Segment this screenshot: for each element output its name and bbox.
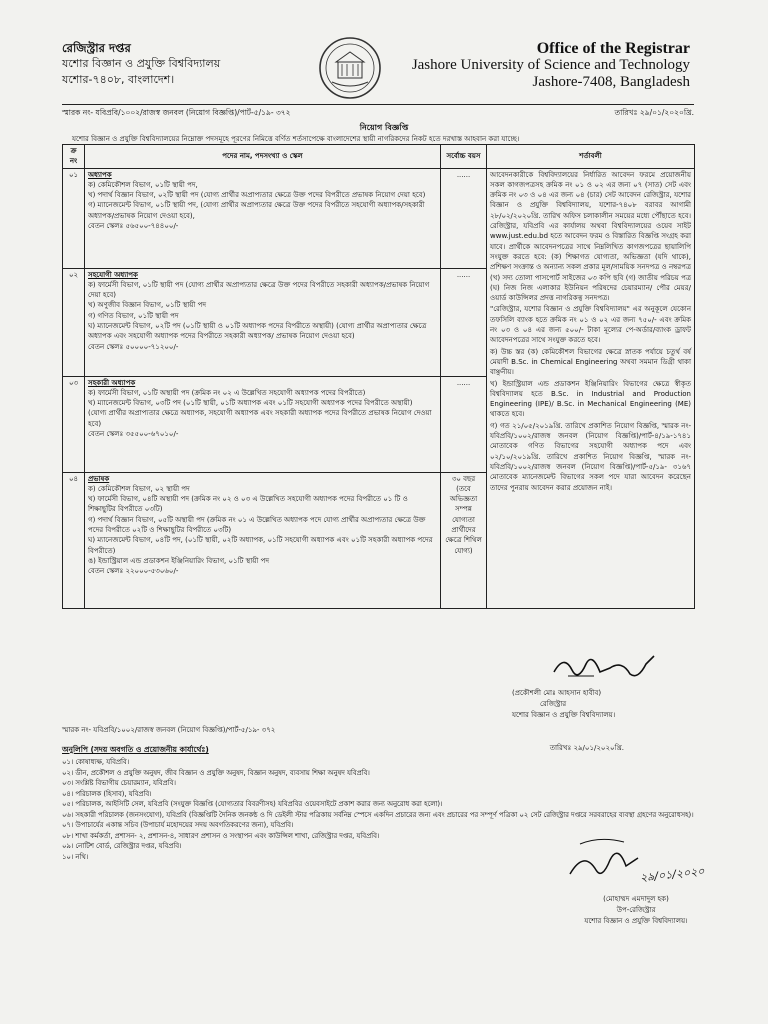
copy-heading: অনুলিপি (সদয় অবগতি ও প্রয়োজনীয় কার্যার্থেঃ) <box>62 745 209 754</box>
deputy-registrar-title: উপ-রেজিস্ট্রার <box>616 906 656 914</box>
post-line: (যোগ্য প্রার্থীর অপ্রাপ্যতার ক্ষেত্রে অধ্যাপক, সহযোগী অধ্যাপক এবং সহকারী অধ্যাপক পদের বিপরীতে প্রভাষক নিয়োগ দেওয়া হবে) <box>88 409 432 428</box>
registrar-name: (প্রকৌশলী মোঃ আহসান হাবীব) <box>512 689 602 697</box>
row-age: ...... <box>441 376 487 472</box>
registrar-title: রেজিস্ট্রার <box>540 700 567 708</box>
post-salary: বেতন স্কেলঃ ৫৬৫০০-৭৪৪০০/- <box>88 222 179 231</box>
post-line: গ) গণিত বিভাগ, ০১টি স্থায়ী পদ <box>88 311 179 320</box>
header-en-address: Jashore-7408, Bangladesh <box>532 74 690 90</box>
post-salary: বেতন স্কেলঃ ৩৫৫০০-৬৭০১০/- <box>88 430 179 439</box>
post-line: গ) ম্যানেজমেন্ট বিভাগ, ০১টি স্থায়ী পদ, (যোগ্য প্রার্থীর অপ্রাপ্যতার ক্ষেত্রে উক্ত পদের বিপরীতে সহযোগী অধ্যাপক/সহকারী অধ্যাপক/প্রভাষক নিয়োগ দেওয়া হবে), <box>88 201 425 220</box>
header-english <box>412 40 690 91</box>
list-item: ০৩। সংশ্লিষ্ট বিভাগীয় চেয়ারম্যান, যবিপ্রবি। <box>62 779 176 787</box>
bottom-memo-date: তারিখঃ ২৯/০১/২০২০খ্রি. <box>549 744 624 752</box>
row-serial: ০৪ <box>63 472 85 608</box>
header-post: পদের নাম, পদসংখ্যা ও স্কেল <box>85 145 441 169</box>
bottom-memo-ref: স্মারক নং- যবিপ্রবি/১০০২/রাজস্ব জনবল (নিয়োগ বিজ্ঞপ্তি)/পার্ট-৫/১৯- ৩৭২ <box>62 726 276 734</box>
row-post <box>85 472 441 608</box>
row-post <box>85 376 441 472</box>
table-header-row <box>63 145 695 169</box>
row-age: ...... <box>441 168 487 268</box>
header-en-university: Jashore University of Science and Technology <box>411 57 690 73</box>
list-item: ০৫। পরিচালক, আইসিটি সেল, যবিপ্রবি (সংযুক্ত বিজ্ঞপ্তি (যোগ্যতার বিবরণীসহ) যবিপ্রবির ওয়েবসাইটে প্রকাশ করার জন্য অনুরোধ করা হলো)। <box>62 800 443 808</box>
condition-paragraph: গ) গত ২১/০৫/২০১৯খ্রি. তারিখে প্রকাশিত নিয়োগ বিজ্ঞপ্তি, স্মারক নং- যবিপ্রবি/১০০২/রাজস্ব জনবল (নিয়োগ বিজ্ঞপ্তি)/পার্ট-৪/১৯-১৭৪১ মোতাবেক গণিত বিভাগের সহযোগী অধ্যাপক পদে এবং ০২/১০/২০১৯খ্রি. তারিখে প্রকাশিত নিয়োগ বিজ্ঞপ্তি, স্মারক নং- যবিপ্রবি/১০০২/রাজস্ব জনবল (নিয়োগ বিজ্ঞপ্তি)/পার্ট-৫/১৯- ৩১৬৭ মোতাবেক ম্যানেজমেন্ট বিভাগের সকল পদে যারা আবেদন করেছেন তাদের পুনরায় আবেদন করার প্রয়োজন নাই। <box>490 421 691 492</box>
list-item: ১০। নথি। <box>62 852 89 861</box>
condition-paragraph: খ) ইন্ডাস্ট্রিয়াল এন্ড প্রডাকশন ইঞ্জিনিয়ারিং বিভাগের ক্ষেত্রে স্বীকৃত বিশ্ববিদ্যালয় হতে B.Sc. in Industrial and Production Engineering (IPE)/ B.Sc. in Mechanical Engineering (ME) থাকতে হবে। <box>490 379 691 419</box>
header-bn-address: যশোর-৭৪০৮, বাংলাদেশ। <box>62 73 175 86</box>
deputy-registrar-signature-icon <box>540 830 710 894</box>
post-salary: বেতন স্কেলঃ ২২০০০-৫৩০৬০/- <box>88 567 179 576</box>
notice-title: নিয়োগ বিজ্ঞপ্তি <box>359 123 409 132</box>
memo-ref: স্মারক নং- যবিপ্রবি/১০০২/রাজস্ব জনবল (নিয়োগ বিজ্ঞপ্তি)/পার্ট-৫/১৯- ৩৭২ <box>62 108 291 117</box>
header-age: সর্বোচ্চ বয়স <box>441 145 487 169</box>
header-serial: ক্র নং <box>63 145 85 169</box>
posts-table <box>62 144 695 609</box>
post-title: অধ্যাপক <box>88 170 112 179</box>
row-serial: ০৩ <box>63 376 85 472</box>
registrar-signature-block <box>512 688 702 721</box>
post-title: প্রভাষক <box>88 474 110 483</box>
post-line: ক) কেমিকৌশল বিভাগ, ০১টি স্থায়ী পদ, <box>88 180 198 189</box>
registrar-org: যশোর বিজ্ঞান ও প্রযুক্তি বিশ্ববিদ্যালয়। <box>512 711 616 719</box>
post-line: গ) পদার্থ বিজ্ঞান বিভাগ, ০৫টি অস্থায়ী পদ (ক্রমিক নং ০১ এ উল্লেখিত অধ্যাপক পদে যোগ্য প্রার্থীর অপ্রাপ্যতার ক্ষেত্রে উক্ত পদের বিপরীতে ০২টি ও শিক্ষাছুটির বিপরীতে ০৩টি) <box>88 515 426 535</box>
memo-line <box>62 104 694 120</box>
condition-paragraph: ক) উচ্চ স্তর (ক) কেমিকৌশল বিভাগের ক্ষেত্রে স্নাতক পর্যায়ে চতুর্থ বর্ষ মেয়াদী B.Sc. in Chemical Engineering অথবা সমমান ডিগ্রী থাকা বাঞ্ছনীয়। <box>490 347 691 377</box>
deputy-registrar-name: (মোহাম্মদ এমদাদুল হক) <box>603 895 669 903</box>
row-serial: ০১ <box>63 168 85 268</box>
post-line: ঙ) ইন্ডাস্ট্রিয়াল এন্ড প্রডাকশন ইঞ্জিনিয়ারিং বিভাগ, ০১টি স্থায়ী পদ <box>88 556 270 565</box>
row-age: ৩০ বছর (তবে অভিজ্ঞতা সম্পন্ন যোগ্যতা প্রার্থীদের ক্ষেত্রে শিথিল যোগ্য) <box>441 472 487 608</box>
header-conditions: শর্তাবলী <box>487 145 695 169</box>
conditions-cell <box>487 168 695 608</box>
list-item: ০৮। শাখা কর্মকর্তা, প্রশাসন- ২, প্রশাসন-৪, সাধারণ প্রশাসন ও সংস্থাপন এবং কাউন্সিল শাখা, রেজিস্ট্রার দপ্তর, যবিপ্রবি। <box>62 831 380 840</box>
header-en-office: Office of the Registrar <box>536 40 690 57</box>
list-item: ০২। ডীন, প্রকৌশল ও প্রযুক্তি অনুষদ, জীব বিজ্ঞান ও প্রযুক্তি অনুষদ, বিজ্ঞান অনুষদ, ব্যবসায় শিক্ষা অনুষদ যবিপ্রবি। <box>62 768 370 777</box>
table-row <box>63 168 695 268</box>
row-serial: ০২ <box>63 268 85 376</box>
row-post <box>85 168 441 268</box>
post-line: ঘ) ম্যানেজমেন্ট বিভাগ, ০২টি পদ (০১টি স্থায়ী ও ০১টি অধ্যাপক পদের বিপরীতে অস্থায়ী) (যোগ্য প্রার্থীর অপ্রাপ্যতার ক্ষেত্রে অধ্যাপক এবং সহযোগী অধ্যাপক পদের বিপরীতে সহকারী অধ্যাপক/ প্রভাষক নিয়োগ দেওয়া হবে) <box>88 322 427 341</box>
row-post <box>85 268 441 376</box>
list-item: ০৪। পরিচালক (হিসাব), যবিপ্রবি। <box>62 789 152 798</box>
post-line: খ) অণুজীব বিজ্ঞান বিভাগ, ০১টি স্থায়ী পদ <box>88 301 207 310</box>
list-item: ০১। কোষাধ্যক্ষ, যবিপ্রবি। <box>62 758 130 766</box>
notice-intro: যশোর বিজ্ঞান ও প্রযুক্তি বিশ্ববিদ্যালয়ের নিম্নোক্ত পদসমূহে পূরণের নিমিত্তে বর্ণিত শর্তসাপেক্ষে বাংলাদেশের স্থায়ী নাগরিকদের নিকট হতে দরখাস্ত আহবান করা যাচ্ছে। <box>72 135 520 143</box>
post-title: সহযোগী অধ্যাপক <box>88 270 138 279</box>
post-line: ক) ফার্মেসী বিভাগ, ০১টি স্থায়ী পদ (যোগ্য প্রার্থীর অপ্রাপ্যতার ক্ষেত্রে উক্ত পদের বিপরীতে সহকারী অধ্যাপক/প্রভাষক নিয়োগ দেয়া হবে) <box>88 280 430 300</box>
post-line: ঘ) ম্যানেজমেন্ট বিভাগ, ০৪টি পদ, (০১টি স্থায়ী, ০২টি অধ্যাপক, ০১টি সহযোগী অধ্যাপক এবং ০১টি সহকারী অধ্যাপক পদের বিপরীতে) <box>88 536 433 555</box>
deputy-registrar-signature-block <box>536 894 736 927</box>
header-bangla <box>62 40 220 88</box>
post-line: ক) ফার্মেসী বিভাগ, ০১টি অস্থায়ী পদ (ক্রমিক নং ০২ এ উল্লেখিত সহযোগী অধ্যাপক পদের বিপরীতে) <box>88 388 366 397</box>
header-bn-university: যশোর বিজ্ঞান ও প্রযুক্তি বিশ্ববিদ্যালয় <box>62 57 221 70</box>
post-title: সহকারী অধ্যাপক <box>88 378 136 387</box>
list-item: ০৬। সহকারী পরিচালক (জনসংযোগ), যবিপ্রবি (বিজ্ঞপ্তিটি দৈনিক জনকন্ঠ ও দি ডেইলী স্টার পত্রিকায় সর্বনিম্ন স্পেসে একদিন প্রচারের জন্য এবং প্রচারের পর সম্পূর্ণ পত্রিকা ০২ সেট রেজিস্ট্রার দপ্তরে সরবরাহের ব্যবস্থা গ্রহণের অনুরোধসহ)। <box>62 810 694 819</box>
registrar-signature-icon <box>534 650 684 686</box>
condition-paragraph: আবেদনকারীকে বিশ্ববিদ্যালয়ের নির্ধারিত আবেদন ফরমে প্রয়োজনীয় সকল কাগজপত্রসহ ক্রমিক নং ০১ ও ০২ এর জন্য ০৭ (সাত) সেট এবং ক্রমিক নং ০৩ ও ০৪ এর জন্য ০৪ (চার) সেট আবেদন রেজিস্ট্রার, যশোর বিজ্ঞান ও প্রযুক্তি বিশ্ববিদ্যালয়, যশোর-৭৪০৮ বরাবর আগামী ২৮/০২/২০২০খ্রি. তারিখ অফিস চলাকালীন সময়ের মধ্যে পৌঁছাতে হবে। রেজিস্ট্রার, যবিপ্রবি এর কার্যালয় অথবা বিশ্ববিদ্যালয়ের ওয়েব সাইট www.just.edu.bd হতে আবেদন ফরম ও বিস্তারিত বিজ্ঞপ্তি সংগ্রহ করা যাবে। প্রার্থীকে আবেদনপত্রের সাথে নিম্নলিখিত কাগজপত্রের ছায়ালিপি সংযুক্ত করতে হবে: (ক) শিক্ষাগত যোগ্যতা, অভিজ্ঞতা (যদি থাকে), প্রশিক্ষণ সংক্রান্ত ও অন্যান্য সকল প্রকার মূল/সাময়িক সনদপত্র ও নম্বরপত্র (খ) সদ্য তোলা পাসপোর্ট সাইজের ০৩ কপি ছবি (গ) জাতীয় পরিচয় পত্র (ঘ) নিজ নিজ এলাকার ইউনিয়ন পরিষদের চেয়ারম্যান/ পৌর মেয়র/ওয়ার্ড কাউন্সিলর প্রদত্ত নাগরিকত্ব সনদপত্র। <box>490 170 691 303</box>
post-line: খ) ফার্মেসী বিভাগ, ০৪টি অস্থায়ী পদ (ক্রমিক নং ০২ ও ০৩ এ উল্লেখিত সহযোগী অধ্যাপক পদের বিপরীতে ০১ টি ও শিক্ষাছুটির বিপরীতে ০৩টি) <box>88 495 408 514</box>
handwritten-date: ২৯/০১/২০২০ <box>639 864 706 885</box>
deputy-registrar-org: যশোর বিজ্ঞান ও প্রযুক্তি বিশ্ববিদ্যালয়। <box>584 917 688 925</box>
header-bn-office: রেজিস্ট্রার দপ্তর <box>62 41 131 55</box>
condition-paragraph: "রেজিস্ট্রার, যশোর বিজ্ঞান ও প্রযুক্তি বিশ্ববিদ্যালয়" এর অনুকূলে যেকোন তফসিলি ব্যাংক হতে ক্রমিক নং ০১ ও ০২ এর জন্য ৭৫০/- এবং ক্রমিক নং ০৩ ও ০৪ এর জন্য ৫০০/- টাকা মূল্যের পে-অর্ডার/ব্যাংক ড্রাফট আবেদনপত্রের সাথে সংযুক্ত করতে হবে। <box>490 305 691 345</box>
post-line: খ) ম্যানেজমেন্ট বিভাগ, ০৩টি পদ (০১টি স্থায়ী, ০১টি অধ্যাপক এবং ০১টি সহযোগী অধ্যাপক পদের বিপরীতে অস্থায়ী) <box>88 399 413 408</box>
university-seal-icon <box>318 36 382 100</box>
post-line: ক) কেমিকৌশল বিভাগ, ০২ স্থায়ী পদ <box>88 484 190 493</box>
list-item: ০৯। নোটিশ বোর্ড, রেজিস্ট্রার দপ্তর, যবিপ্রবি। <box>62 842 182 850</box>
list-item: ০৭। উপাচার্যের একান্ত সচিব (উপাচার্য মহোদয়ের সদয় অবগতিকরণের জন্য), যবিপ্রবি। <box>62 821 294 829</box>
post-salary: বেতন স্কেলঃ ৫০০০০-৭১২০০/- <box>88 342 179 351</box>
post-line: খ) পদার্থ বিজ্ঞান বিভাগ, ০২টি স্থায়ী পদ (যোগ্য প্রার্থীর অপ্রাপ্যতার ক্ষেত্রে উক্ত পদের বিপরীতে প্রভাষক নিয়োগ দেয়া হবে) <box>88 191 426 200</box>
row-age: ...... <box>441 268 487 376</box>
memo-date: তারিখঃ ২৯/০১/২০২০খ্রি. <box>614 108 694 117</box>
